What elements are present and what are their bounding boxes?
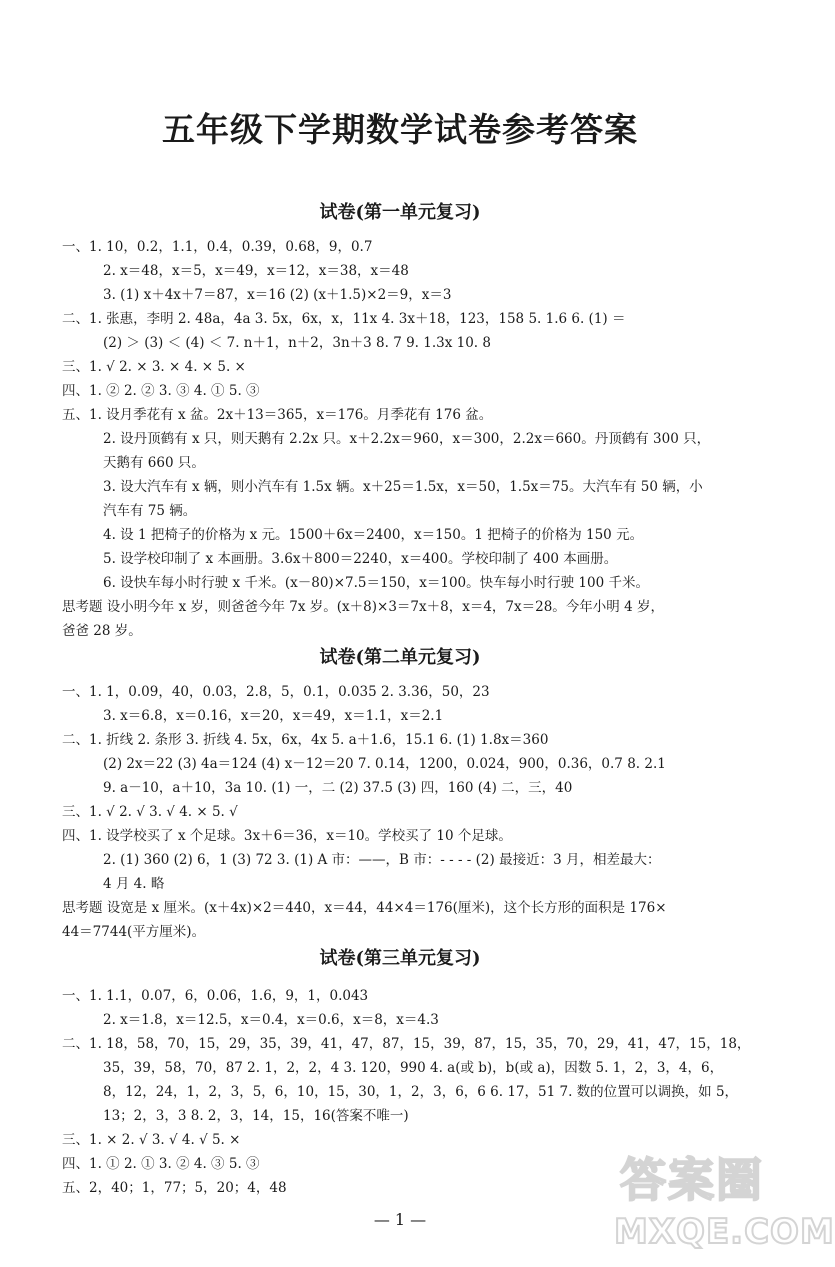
answer-line: 三、1. √ 2. × 3. × 4. × 5. × [62, 359, 246, 375]
answer-line: 4. 设 1 把椅子的价格为 x 元。1500＋6x＝2400，x＝150。1 把椅子的价格为 150 元。 [103, 527, 644, 543]
answer-line: 35，39，58，70，87 2. 1，2，2，4 3. 120，990 4. a(或 b)，b(或 a)，因数 5. 1，2，3，4，6， [103, 1060, 724, 1076]
answer-line: 二、1. 18，58，70，15，29，35，39，41，47，87，15，39，87，15，35，70，29，41，47，15，18， [62, 1036, 751, 1052]
page-number: — 1 — [373, 1210, 427, 1229]
answer-line: 五、2，40；1，77；5，20；4，48 [62, 1180, 287, 1196]
answer-line: 3. x＝6.8，x＝0.16，x＝20，x＝49，x＝1.1，x＝2.1 [103, 708, 444, 724]
section-title-unit-2: 试卷(第二单元复习) [319, 647, 481, 668]
answer-line: 一、1. 10，0.2，1.1，0.4，0.39，0.68，9，0.7 [62, 239, 373, 255]
answer-line: 2. x＝1.8，x＝12.5，x＝0.4，x＝0.6，x＝8，x＝4.3 [103, 1012, 439, 1028]
answer-line: 4 月 4. 略 [103, 876, 165, 892]
answer-line: 9. a－10，a＋10，3a 10. (1) 一，二 (2) 37.5 (3) 四，160 (4) 二，三，40 [103, 780, 573, 796]
answer-line: (2) ＞ (3) ＜ (4) ＜ 7. n＋1，n＋2，3n＋3 8. 7 9. 1.3x 10. 8 [103, 335, 491, 351]
thinking-question-line: 44＝7744(平方厘米)。 [62, 924, 206, 940]
answer-line: 13；2，3，3 8. 2，3，14，15，16(答案不唯一) [103, 1108, 409, 1124]
answer-line: 一、1. 1，0.09，40，0.03，2.8，5，0.1，0.035 2. 3.36，50，23 [62, 684, 490, 700]
answer-line: 2. (1) 360 (2) 6，1 (3) 72 3. (1) A 市：——，B 市：- - - - (2) 最接近：3 月，相差最大： [103, 852, 661, 868]
answer-line: 8，12，24，1，2，3，5，6，10，15，30，1，2，3，6，6 6. 17，51 7. 数的位置可以调换，如 5， [103, 1084, 739, 1100]
answer-line: 天鹅有 660 只。 [103, 455, 205, 471]
answer-line: 2. 设丹顶鹤有 x 只，则天鹅有 2.2x 只。x＋2.2x＝960，x＝300，2.2x＝660。丹顶鹤有 300 只， [103, 431, 711, 447]
answer-line: 一、1. 1.1，0.07，6，0.06，1.6，9，1，0.043 [62, 988, 369, 1004]
answer-line: 五、1. 设月季花有 x 盆。2x＋13＝365，x＝176。月季花有 176 盆。 [62, 407, 493, 423]
answer-line: 三、1. × 2. √ 3. √ 4. √ 5. × [62, 1132, 241, 1148]
page-title: 五年级下学期数学试卷参考答案 [162, 110, 638, 149]
section-title-unit-3: 试卷(第三单元复习) [319, 948, 481, 969]
answer-line: 2. x＝48，x＝5，x＝49，x＝12，x＝38，x＝48 [103, 263, 409, 279]
answer-line: 四、1. ① 2. ① 3. ② 4. ③ 5. ③ [62, 1156, 260, 1172]
thinking-question-line: 思考题 设宽是 x 厘米。(x＋4x)×2＝440，x＝44，44×4＝176(厘米)，这个长方形的面积是 176× [62, 900, 667, 916]
answer-line: 四、1. ② 2. ② 3. ③ 4. ① 5. ③ [62, 383, 260, 399]
answer-line: 6. 设快车每小时行驶 x 千米。(x－80)×7.5＝150，x＝100。快车每小时行驶 100 千米。 [103, 575, 649, 591]
watermark-mark: 答案圈 [620, 1153, 764, 1207]
thinking-question-line: 思考题 设小明今年 x 岁，则爸爸今年 7x 岁。(x＋8)×3＝7x＋8，x＝4，7x＝28。今年小明 4 岁， [62, 599, 664, 615]
answer-line: 汽车有 75 辆。 [103, 503, 197, 519]
answer-line: 二、1. 折线 2. 条形 3. 折线 4. 5x，6x，4x 5. a＋1.6，15.1 6. (1) 1.8x＝360 [62, 732, 549, 748]
answer-line: 四、1. 设学校买了 x 个足球。3x＋6＝36，x＝10。学校买了 10 个足球。 [62, 828, 512, 844]
answer-line: 三、1. √ 2. √ 3. √ 4. × 5. √ [62, 804, 238, 820]
section-title-unit-1: 试卷(第一单元复习) [319, 202, 481, 223]
answer-line: 二、1. 张惠，李明 2. 48a，4a 3. 5x，6x，x，11x 4. 3x＋18，123，158 5. 1.6 6. (1) ＝ [62, 311, 626, 327]
watermark-url: MXQE.COM [614, 1212, 835, 1252]
answer-line: 5. 设学校印制了 x 本画册。3.6x＋800＝2240，x＝400。学校印制了 400 本画册。 [103, 551, 618, 567]
watermark-logo [612, 1140, 835, 1260]
answer-line: (2) 2x＝22 (3) 4a＝124 (4) x－12＝20 7. 0.14，1200，0.024，900，0.36，0.7 8. 2.1 [103, 756, 666, 772]
answer-line: 3. (1) x＋4x＋7＝87，x＝16 (2) (x＋1.5)×2＝9，x＝3 [103, 287, 452, 303]
thinking-question-line: 爸爸 28 岁。 [62, 623, 142, 639]
answer-line: 3. 设大汽车有 x 辆，则小汽车有 1.5x 辆。x＋25＝1.5x，x＝50，1.5x＝75。大汽车有 50 辆，小 [103, 479, 703, 495]
